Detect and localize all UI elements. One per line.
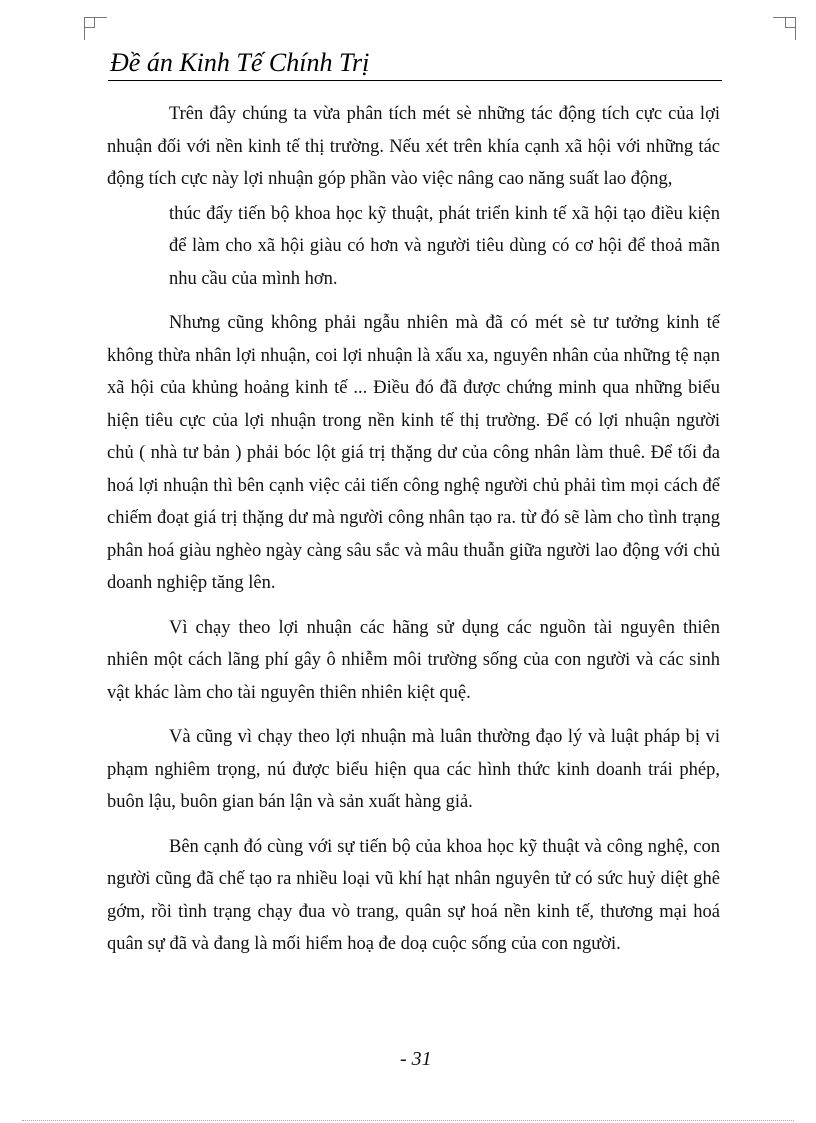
paragraph: thúc đẩy tiến bộ khoa học kỹ thuật, phát triển kinh tế xã hội tạo điều kiện để làm cho xã hội giàu có hơn và người tiêu dùng có cơ hội để thoả mãn nhu cầu của mình hơn. xyxy=(169,203,720,289)
paragraph: Nhưng cũng không phải ngẫu nhiên mà đã có mét sè tư tưởng kinh tế không thừa nhân lợi nhuận, coi lợi nhuận là xấu xa, nguyên nhân của những tệ nạn xã hội của khủng hoảng kinh tế ... Điều đó đã được chứng minh qua những biểu hiện tiêu cực của lợi nhuận trong nền kinh tế thị trường. Để có lợi nhuận người chủ ( nhà tư bản ) phải bóc lột giá trị thặng dư của công nhân làm thuê. Để tối đa hoá lợi nhuận thì bên cạnh việc cải tiến công nghệ người chủ phải tìm mọi cách để chiếm đoạt giá trị thặng dư mà người công nhân tạo ra. từ đó sẽ làm cho tình trạng phân hoá giàu nghèo ngày càng sâu sắc và mâu thuẫn giữa người lao động với chủ doanh nghiệp tăng lên. xyxy=(107,313,720,593)
page-number: - 31 xyxy=(400,1048,432,1070)
footer-dotted-line xyxy=(22,1120,794,1121)
paragraph: Vì chạy theo lợi nhuận các hãng sử dụng các nguồn tài nguyên thiên nhiên một cách lãng phí gây ô nhiễm môi trường sống của con người và các sinh vật khác làm cho tài nguyên thiên nhiên kiệt quệ. xyxy=(107,617,720,703)
page-header-title: Đề án Kinh Tế Chính Trị xyxy=(110,48,370,77)
paragraph: Trên đây chúng ta vừa phân tích mét sè những tác động tích cực của lợi nhuận đối với nền kinh tế thị trường. Nếu xét trên khía cạnh xã hội với những tác động tích cực này lợi nhuận góp phần vào việc nâng cao năng suất lao động, xyxy=(107,104,720,189)
document-body xyxy=(107,98,720,973)
crop-mark-top-left xyxy=(84,17,107,40)
header-divider xyxy=(108,80,722,81)
paragraph: Bên cạnh đó cùng với sự tiến bộ của khoa học kỹ thuật và công nghệ, con người cũng đã chế tạo ra nhiều loại vũ khí hạt nhân nguyên tử có sức huỷ diệt ghê gớm, rồi tình trạng chạy đua vò trang, quân sự hoá nền kinh tế, thương mại hoá quân sự đã và đang là mối hiểm hoạ đe doạ cuộc sống của con người. xyxy=(107,836,720,954)
paragraph: Và cũng vì chạy theo lợi nhuận mà luân thường đạo lý và luật pháp bị vi phạm nghiêm trọng, nú được biểu hiện qua các hình thức kinh doanh trái phép, buôn lậu, buôn gian bán lận và sản xuất hàng giả. xyxy=(107,727,720,812)
crop-mark-top-right xyxy=(773,17,796,40)
